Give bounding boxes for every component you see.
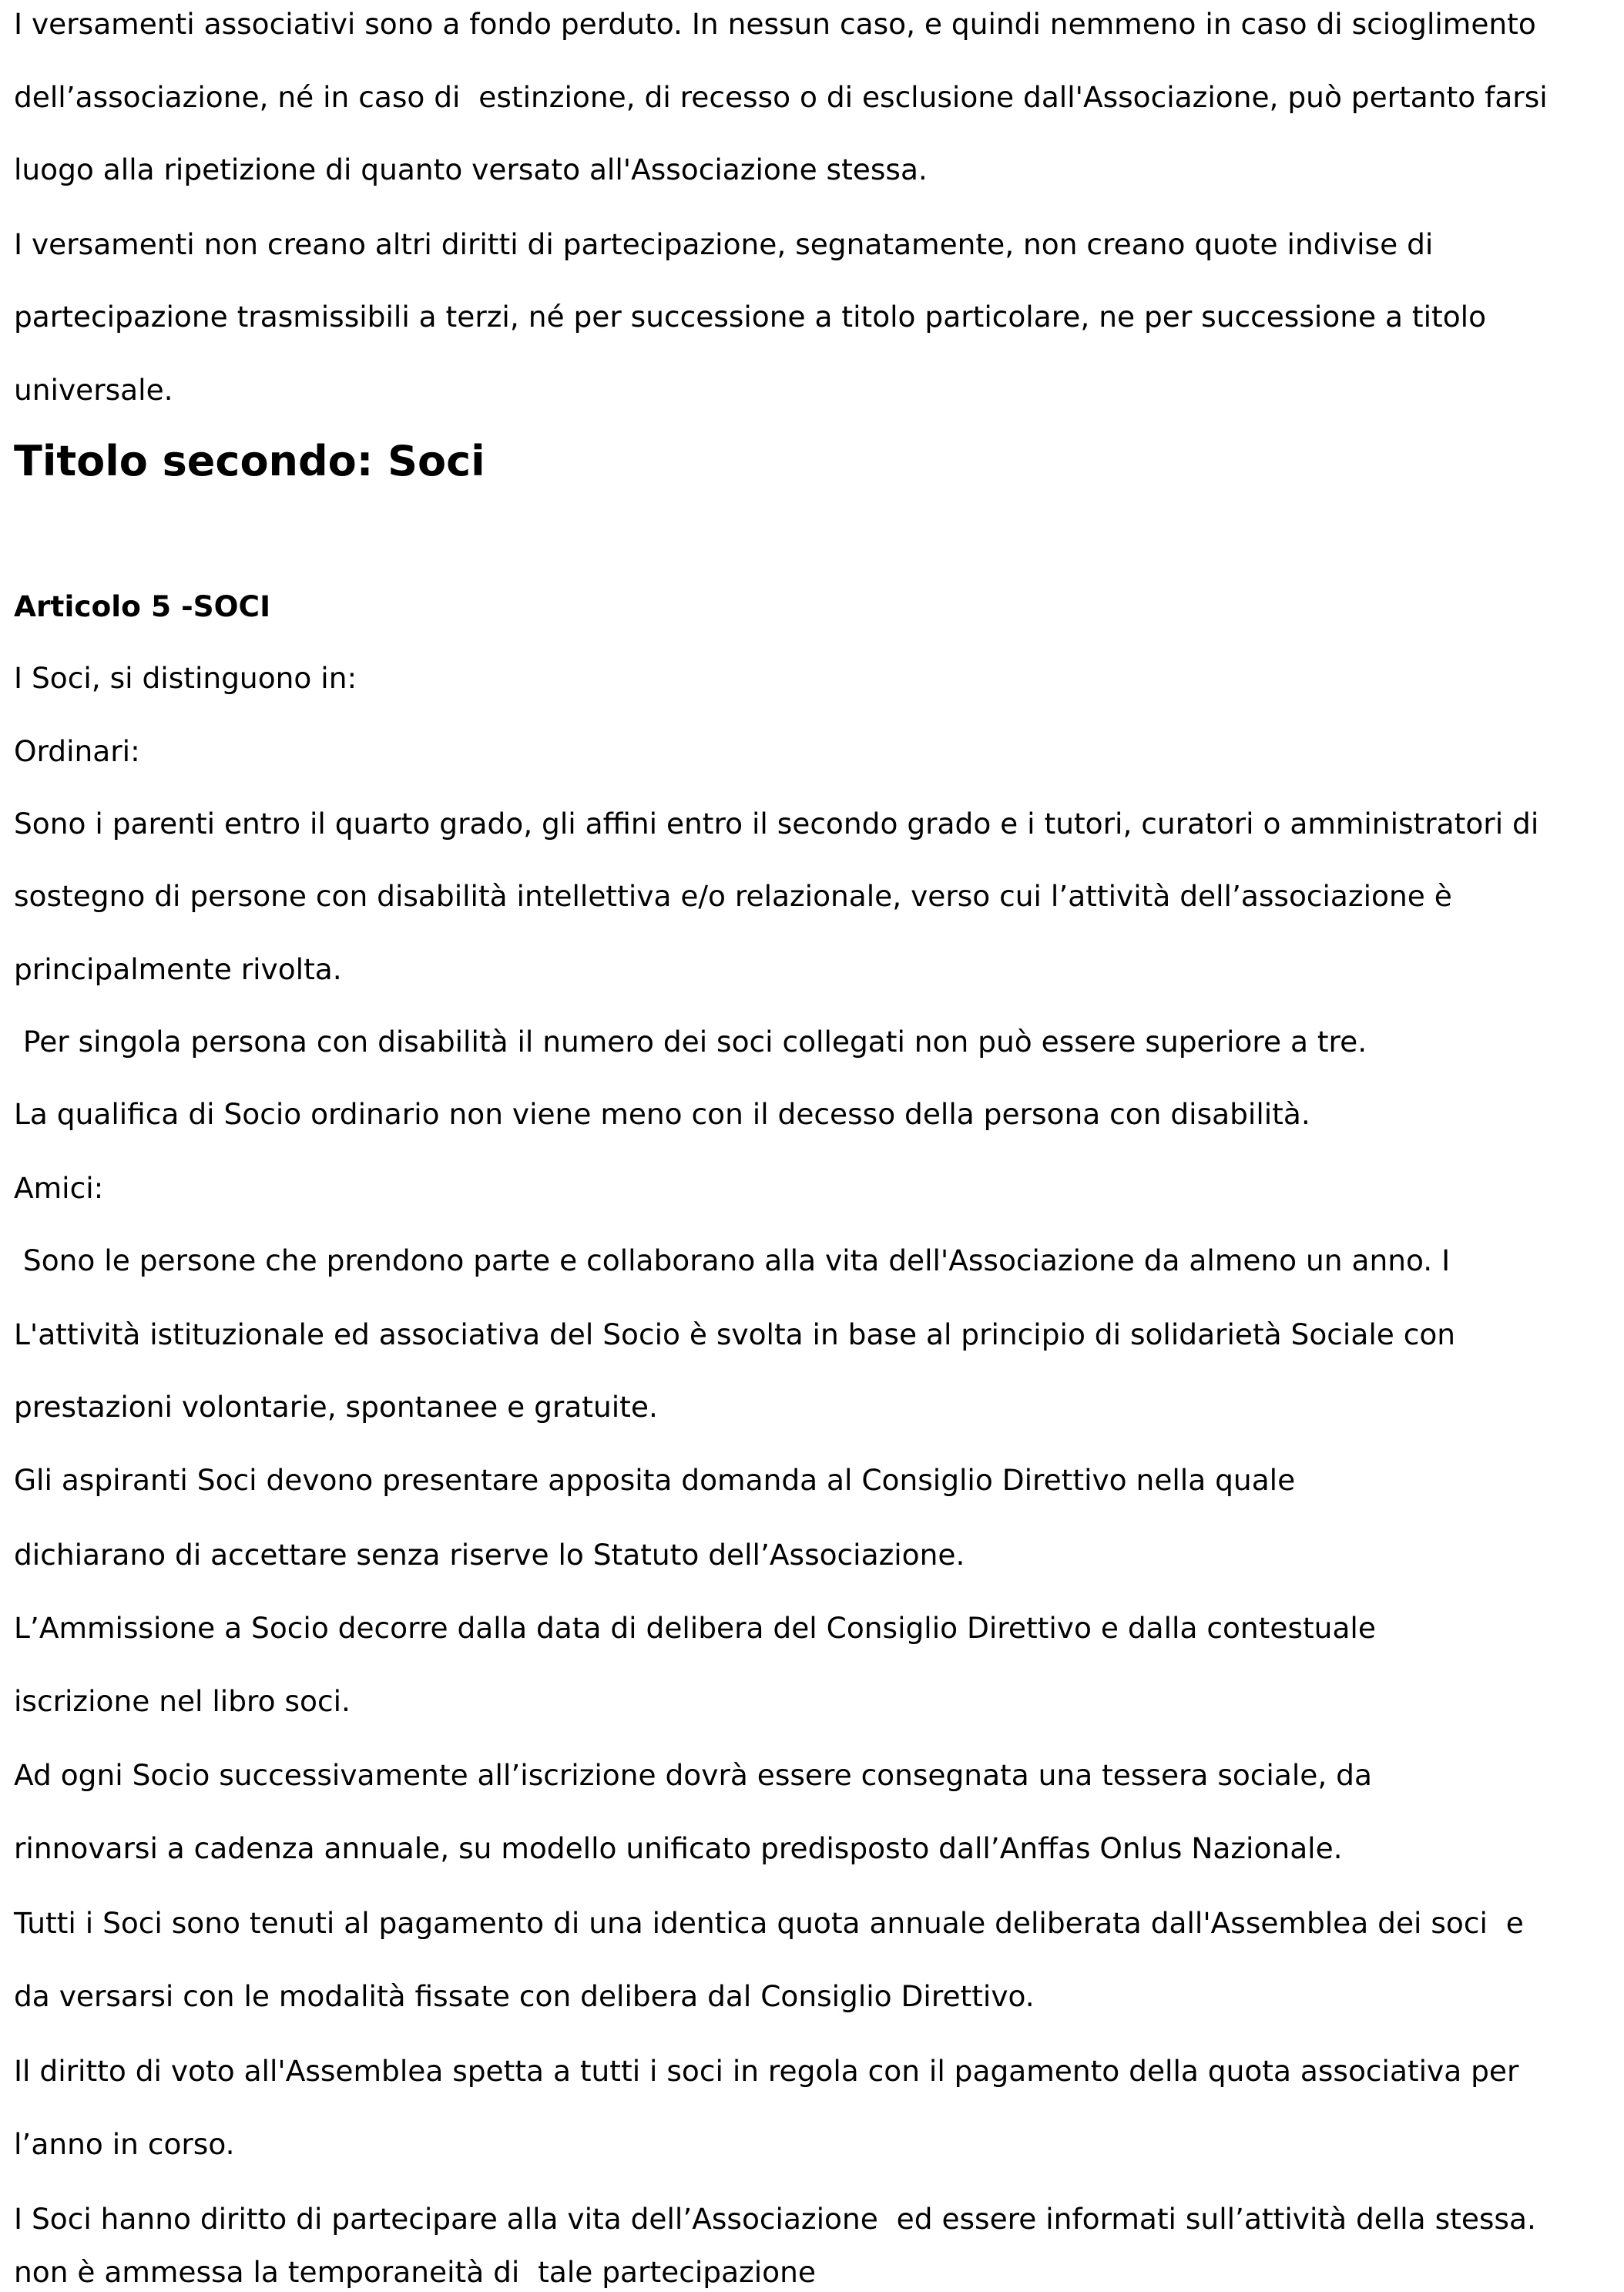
paragraph-line: rinnovarsi a cadenza annuale, su modello unificato predisposto dall’Anffas Onlus Nazionale. (14, 1831, 1343, 1865)
paragraph-line: l’anno in corso. (14, 2127, 235, 2161)
paragraph-line: iscrizione nel libro soci. (14, 1684, 351, 1718)
paragraph-line: Ordinari: (14, 734, 140, 768)
article-heading: Articolo 5 -SOCI (14, 589, 271, 623)
section-title: Titolo secondo: Soci (14, 437, 485, 485)
paragraph-line: Il diritto di voto all'Assemblea spetta a tutti i soci in regola con il pagamento della quota associativa per (14, 2054, 1519, 2088)
paragraph-line: dichiarano di accettare senza riserve lo Statuto dell’Associazione. (14, 1538, 965, 1572)
paragraph-line: dell’associazione, né in caso di estinzione, di recesso o di esclusione dall'Associazione, può pertanto farsi (14, 80, 1548, 114)
paragraph-line: L'attività istituzionale ed associativa del Socio è svolta in base al principio di solidarietà Sociale con (14, 1317, 1456, 1351)
paragraph-line: luogo alla ripetizione di quanto versato all'Associazione stessa. (14, 153, 928, 186)
paragraph-line: da versarsi con le modalità fissate con delibera dal Consiglio Direttivo. (14, 1979, 1035, 2013)
paragraph-line: sostegno di persone con disabilità intellettiva e/o relazionale, verso cui l’attività dell’associazione è (14, 879, 1452, 913)
paragraph-line: I Soci hanno diritto di partecipare alla vita dell’Associazione ed essere informati sull’attività della stessa. (14, 2202, 1536, 2236)
paragraph-line: Gli aspiranti Soci devono presentare apposita domanda al Consiglio Direttivo nella quale (14, 1463, 1296, 1497)
paragraph-line: Sono i parenti entro il quarto grado, gli affini entro il secondo grado e i tutori, curatori o amministratori di (14, 807, 1539, 841)
paragraph-line: La qualifica di Socio ordinario non viene meno con il decesso della persona con disabilità. (14, 1097, 1310, 1131)
paragraph-line: prestazioni volontarie, spontanee e gratuite. (14, 1390, 658, 1424)
paragraph-line: non è ammessa la temporaneità di tale partecipazione (14, 2255, 816, 2289)
paragraph-line: principalmente rivolta. (14, 952, 342, 986)
paragraph-line: Amici: (14, 1171, 104, 1205)
paragraph-line: I Soci, si distinguono in: (14, 661, 357, 695)
paragraph-line: partecipazione trasmissibili a terzi, né per successione a titolo particolare, ne per successione a titolo (14, 300, 1487, 334)
paragraph-line: I versamenti non creano altri diritti di partecipazione, segnatamente, non creano quote indivise di (14, 227, 1434, 261)
paragraph-line: universale. (14, 373, 173, 407)
paragraph-line: Per singola persona con disabilità il numero dei soci collegati non può essere superiore a tre. (14, 1025, 1367, 1059)
paragraph-line: Ad ogni Socio successivamente all’iscrizione dovrà essere consegnata una tessera sociale, da (14, 1758, 1372, 1792)
paragraph-line: Tutti i Soci sono tenuti al pagamento di una identica quota annuale deliberata dall'Assemblea dei soci e (14, 1906, 1524, 1940)
paragraph-line: Sono le persone che prendono parte e collaborano alla vita dell'Associazione da almeno un anno. I (14, 1243, 1451, 1277)
paragraph-line: I versamenti associativi sono a fondo perduto. In nessun caso, e quindi nemmeno in caso di scioglimento (14, 7, 1536, 41)
paragraph-line: L’Ammissione a Socio decorre dalla data di delibera del Consiglio Direttivo e dalla contestuale (14, 1611, 1376, 1645)
